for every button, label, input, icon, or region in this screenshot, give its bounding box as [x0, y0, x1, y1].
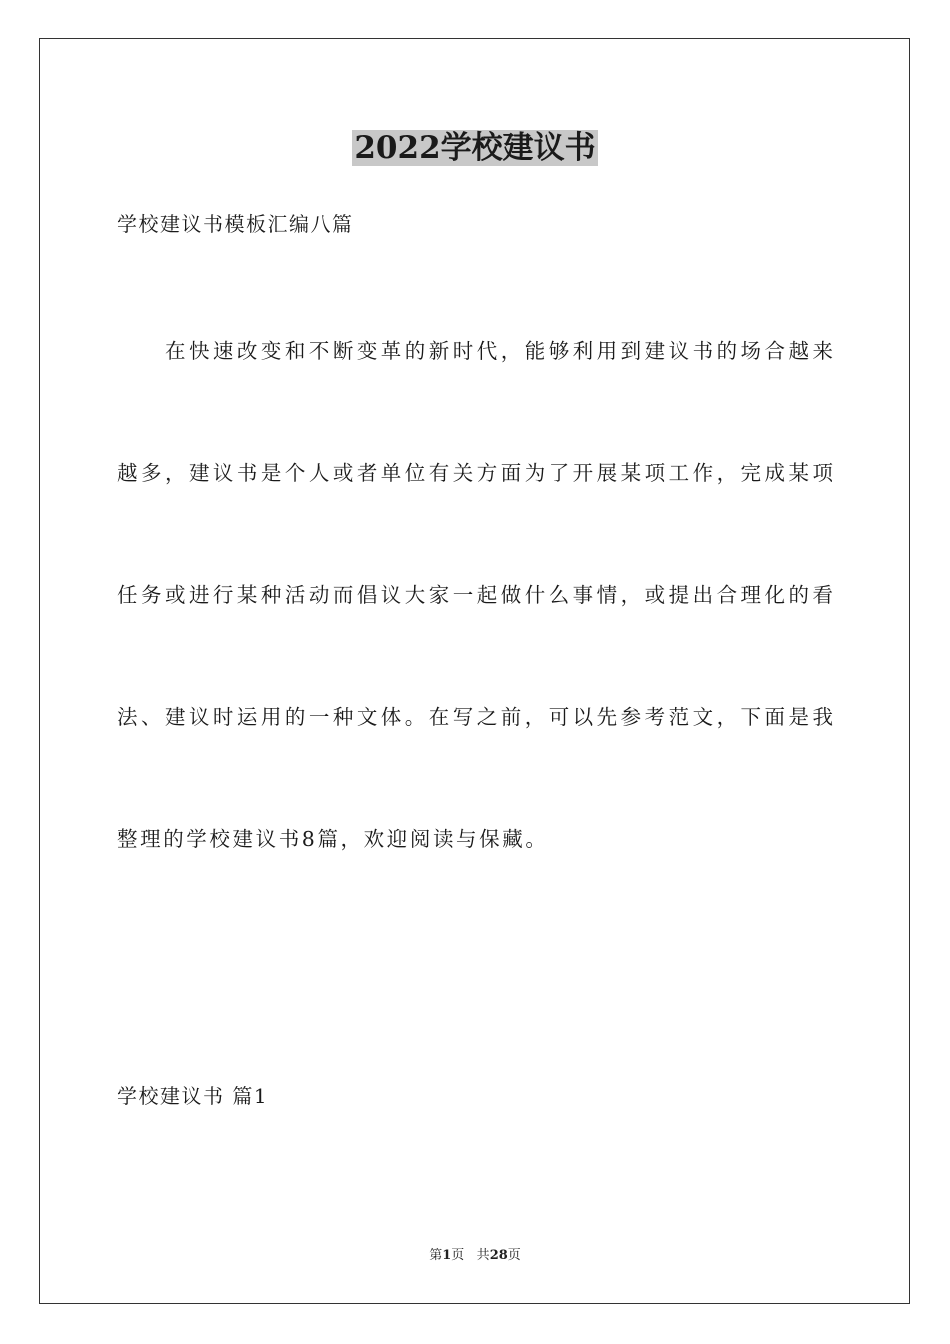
footer-total-prefix: 共: [476, 1248, 490, 1263]
paragraph-line-5: 整理的学校建议书8篇，欢迎阅读与保藏。: [117, 827, 549, 851]
document-subtitle: 学校建议书模板汇编八篇: [117, 212, 354, 236]
footer-page-total: 28: [489, 1248, 508, 1263]
section-heading: 学校建议书 篇1: [117, 1084, 269, 1108]
page-footer: [0, 1247, 950, 1265]
paragraph-line-4: 法、建议时运用的一种文体。在写之前，可以先参考范文，下面是我: [117, 705, 833, 729]
footer-page-prefix: 第: [429, 1248, 443, 1263]
paragraph-line-1: 在快速改变和不断变革的新时代，能够利用到建议书的场合越来: [117, 339, 833, 363]
paragraph-line-2: 越多，建议书是个人或者单位有关方面为了开展某项工作，完成某项: [117, 461, 833, 485]
footer-page-current: 1: [442, 1248, 452, 1263]
footer-page-suffix: 页: [451, 1248, 465, 1263]
paragraph-line-3: 任务或进行某种活动而倡议大家一起做什么事情，或提出合理化的看: [117, 583, 833, 607]
document-title-text: 2022学校建议书: [354, 130, 596, 166]
footer-total-suffix: 页: [507, 1248, 521, 1263]
document-title: [0, 128, 950, 168]
